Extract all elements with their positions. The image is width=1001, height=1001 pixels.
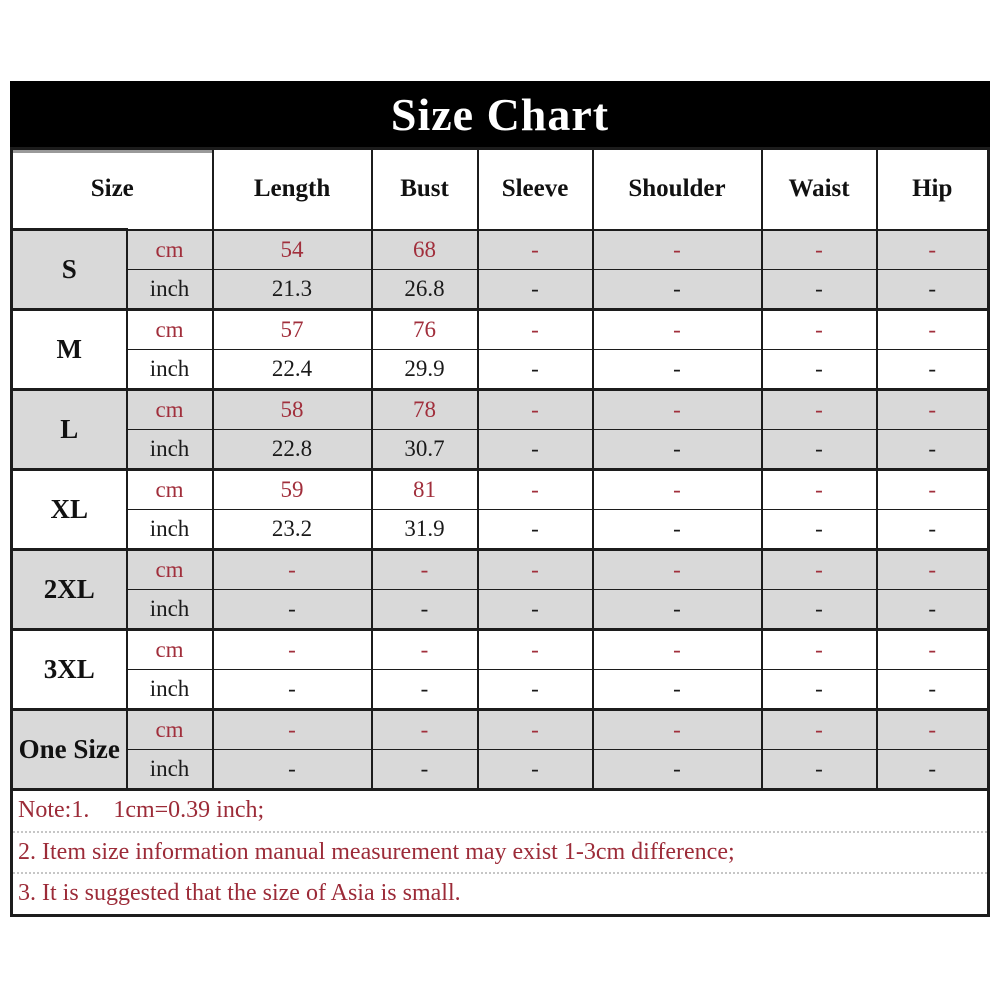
value-xl-cm-4: - — [762, 470, 877, 510]
value-one-size-cm-4: - — [762, 710, 877, 750]
unit-label-cm: cm — [127, 710, 213, 750]
row-3xl-inch — [12, 670, 989, 710]
value-s-inch-2: - — [478, 270, 593, 310]
unit-label-inch: inch — [127, 590, 213, 630]
value-l-cm-4: - — [762, 390, 877, 430]
value-xl-inch-3: - — [593, 510, 762, 550]
value-l-inch-2: - — [478, 430, 593, 470]
value-one-size-inch-5: - — [877, 750, 989, 790]
note-1: Note:1. 1cm=0.39 inch; — [18, 797, 265, 824]
row-l-inch — [12, 430, 989, 470]
value-xl-cm-0: 59 — [213, 470, 372, 510]
header-hip: Hip — [877, 149, 989, 230]
header-length: Length — [213, 149, 372, 230]
value-one-size-inch-2: - — [478, 750, 593, 790]
title-bar — [10, 81, 990, 147]
row-one-size-cm — [12, 710, 989, 750]
value-s-inch-5: - — [877, 270, 989, 310]
size-label-l: L — [12, 390, 127, 470]
value-s-cm-0: 54 — [213, 230, 372, 270]
size-chart-table — [10, 81, 990, 917]
page-title: Size Chart — [390, 88, 610, 140]
unit-label-cm: cm — [127, 470, 213, 510]
row-3xl-cm — [12, 630, 989, 670]
header-sleeve: Sleeve — [478, 149, 593, 230]
row-m-inch — [12, 350, 989, 390]
unit-label-cm: cm — [127, 390, 213, 430]
row-2xl-cm — [12, 550, 989, 590]
value-m-inch-5: - — [877, 350, 989, 390]
value-2xl-inch-1: - — [372, 590, 478, 630]
unit-label-inch: inch — [127, 670, 213, 710]
value-3xl-inch-3: - — [593, 670, 762, 710]
value-xl-cm-5: - — [877, 470, 989, 510]
value-l-cm-1: 78 — [372, 390, 478, 430]
size-table — [10, 147, 990, 791]
value-one-size-inch-0: - — [213, 750, 372, 790]
size-label-xl: XL — [12, 470, 127, 550]
value-2xl-inch-0: - — [213, 590, 372, 630]
size-label-m: M — [12, 310, 127, 390]
value-s-cm-1: 68 — [372, 230, 478, 270]
notes-section — [10, 791, 990, 917]
value-s-inch-3: - — [593, 270, 762, 310]
value-3xl-inch-5: - — [877, 670, 989, 710]
size-table-body — [12, 230, 989, 790]
header-shoulder: Shoulder — [593, 149, 762, 230]
header-row — [12, 149, 989, 230]
value-3xl-inch-4: - — [762, 670, 877, 710]
value-2xl-cm-4: - — [762, 550, 877, 590]
value-one-size-cm-5: - — [877, 710, 989, 750]
header-waist: Waist — [762, 149, 877, 230]
value-2xl-inch-5: - — [877, 590, 989, 630]
value-m-cm-1: 76 — [372, 310, 478, 350]
value-s-cm-2: - — [478, 230, 593, 270]
value-xl-cm-2: - — [478, 470, 593, 510]
value-3xl-cm-4: - — [762, 630, 877, 670]
value-s-cm-5: - — [877, 230, 989, 270]
unit-label-inch: inch — [127, 270, 213, 310]
value-one-size-cm-2: - — [478, 710, 593, 750]
value-2xl-cm-2: - — [478, 550, 593, 590]
value-xl-cm-3: - — [593, 470, 762, 510]
size-label-3xl: 3XL — [12, 630, 127, 710]
value-l-cm-0: 58 — [213, 390, 372, 430]
size-label-s: S — [12, 230, 127, 310]
value-2xl-cm-3: - — [593, 550, 762, 590]
value-m-cm-2: - — [478, 310, 593, 350]
value-s-inch-1: 26.8 — [372, 270, 478, 310]
value-2xl-cm-0: - — [213, 550, 372, 590]
value-3xl-cm-1: - — [372, 630, 478, 670]
value-l-inch-4: - — [762, 430, 877, 470]
value-2xl-cm-1: - — [372, 550, 478, 590]
unit-label-cm: cm — [127, 550, 213, 590]
unit-label-cm: cm — [127, 630, 213, 670]
value-l-inch-3: - — [593, 430, 762, 470]
value-l-cm-5: - — [877, 390, 989, 430]
value-s-cm-4: - — [762, 230, 877, 270]
value-xl-inch-2: - — [478, 510, 593, 550]
value-xl-inch-0: 23.2 — [213, 510, 372, 550]
value-3xl-cm-2: - — [478, 630, 593, 670]
header-bust: Bust — [372, 149, 478, 230]
row-s-cm — [12, 230, 989, 270]
value-2xl-cm-5: - — [877, 550, 989, 590]
value-s-cm-3: - — [593, 230, 762, 270]
value-m-inch-1: 29.9 — [372, 350, 478, 390]
value-one-size-cm-3: - — [593, 710, 762, 750]
value-3xl-cm-3: - — [593, 630, 762, 670]
unit-label-inch: inch — [127, 350, 213, 390]
value-one-size-cm-1: - — [372, 710, 478, 750]
unit-label-inch: inch — [127, 430, 213, 470]
row-s-inch — [12, 270, 989, 310]
header-size: Size — [12, 149, 213, 230]
value-m-inch-0: 22.4 — [213, 350, 372, 390]
value-3xl-inch-2: - — [478, 670, 593, 710]
note-2: 2. Item size information manual measurement may exist 1-3cm difference; — [13, 831, 987, 873]
value-xl-inch-1: 31.9 — [372, 510, 478, 550]
row-xl-cm — [12, 470, 989, 510]
unit-label-inch: inch — [127, 750, 213, 790]
value-one-size-cm-0: - — [213, 710, 372, 750]
value-m-inch-2: - — [478, 350, 593, 390]
value-l-inch-1: 30.7 — [372, 430, 478, 470]
row-one-size-inch — [12, 750, 989, 790]
unit-label-cm: cm — [127, 230, 213, 270]
value-m-cm-5: - — [877, 310, 989, 350]
unit-label-inch: inch — [127, 510, 213, 550]
value-3xl-cm-0: - — [213, 630, 372, 670]
value-m-cm-4: - — [762, 310, 877, 350]
value-one-size-inch-1: - — [372, 750, 478, 790]
value-l-inch-0: 22.8 — [213, 430, 372, 470]
value-l-cm-3: - — [593, 390, 762, 430]
size-label-2xl: 2XL — [12, 550, 127, 630]
value-s-inch-0: 21.3 — [213, 270, 372, 310]
value-2xl-inch-2: - — [478, 590, 593, 630]
value-3xl-inch-1: - — [372, 670, 478, 710]
row-xl-inch — [12, 510, 989, 550]
value-l-cm-2: - — [478, 390, 593, 430]
value-one-size-inch-3: - — [593, 750, 762, 790]
size-label-one-size: One Size — [12, 710, 127, 790]
value-xl-cm-1: 81 — [372, 470, 478, 510]
row-l-cm — [12, 390, 989, 430]
value-xl-inch-4: - — [762, 510, 877, 550]
note-3: 3. It is suggested that the size of Asia is small. — [13, 872, 987, 914]
value-3xl-inch-0: - — [213, 670, 372, 710]
value-3xl-cm-5: - — [877, 630, 989, 670]
unit-label-cm: cm — [127, 310, 213, 350]
value-2xl-inch-3: - — [593, 590, 762, 630]
value-one-size-inch-4: - — [762, 750, 877, 790]
value-m-cm-0: 57 — [213, 310, 372, 350]
value-m-inch-3: - — [593, 350, 762, 390]
row-2xl-inch — [12, 590, 989, 630]
row-m-cm — [12, 310, 989, 350]
value-m-cm-3: - — [593, 310, 762, 350]
value-l-inch-5: - — [877, 430, 989, 470]
value-s-inch-4: - — [762, 270, 877, 310]
value-xl-inch-5: - — [877, 510, 989, 550]
value-m-inch-4: - — [762, 350, 877, 390]
value-2xl-inch-4: - — [762, 590, 877, 630]
